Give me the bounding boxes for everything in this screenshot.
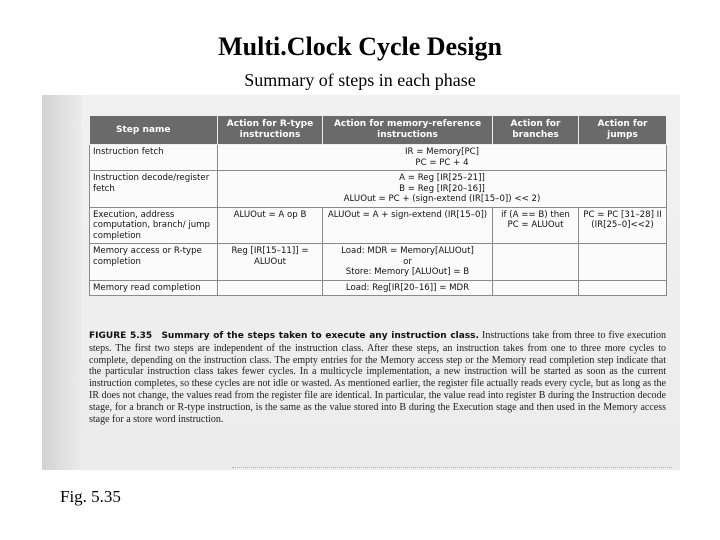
- memory-action-cell: ALUOut = A + sign-extend (IR[15–0]): [323, 207, 493, 244]
- memory-action-cell: Load: MDR = Memory[ALUOut] or Store: Memory [ALUOut] = B: [323, 244, 493, 281]
- step-name-cell: Execution, address computation, branch/ jump completion: [90, 207, 218, 244]
- scanned-figure: [42, 95, 680, 470]
- step-name-cell: Instruction fetch: [90, 145, 218, 171]
- figure-caption-body: Instructions take from three to five execution steps. The first two steps are independent of the instruction class. After these steps, an instruction takes from one to three more cycles to complete, depending on the instruction class. The empty entries for the Memory access step or the Memory read completion step indicate that the particular instruction class takes fewer cycles. In a multicycle implementation, a new instruction will be started as soon as the current instruction completes, so these cycles are not idle or wasted. As mentioned earlier, the register file actually reads every cycle, but as long as the IR does not change, the values read from the register file are identical. In particular, the value read into register B during the Instruction decode stage, for a branch or R-type instruction, is the same as the value stored into B during the Execution stage and then used in the Memory access stage for a store word instruction.: [89, 330, 667, 425]
- figure-reference: Fig. 5.35: [60, 487, 121, 506]
- table-header-row: [90, 116, 667, 145]
- table-row: [90, 207, 667, 244]
- scan-edge-shadow: [42, 95, 82, 470]
- slide-title: Multi.Clock Cycle Design: [218, 32, 502, 61]
- shared-action-cell: A = Reg [IR[25–21]] B = Reg [IR[20–16]] ALUOut = PC + (sign-extend (IR[15–0]) << 2): [218, 171, 667, 208]
- steps-table: [89, 115, 667, 296]
- jump-action-cell: PC = PC [31–28] II (IR[25–0]<<2): [579, 207, 667, 244]
- step-name-cell: Memory access or R-type completion: [90, 244, 218, 281]
- bleed-through-line: [232, 467, 672, 470]
- branch-action-cell: if (A == B) then PC = ALUOut: [493, 207, 579, 244]
- header-jumps: Action for jumps: [579, 116, 667, 145]
- memory-action-cell: Load: Reg[IR[20–16]] = MDR: [323, 280, 493, 296]
- jump-action-cell: [579, 280, 667, 296]
- rtype-action-cell: Reg [IR[15–11]] = ALUOut: [218, 244, 323, 281]
- jump-action-cell: [579, 244, 667, 281]
- shared-action-cell: IR = Memory[PC] PC = PC + 4: [218, 145, 667, 171]
- table-row: [90, 244, 667, 281]
- rtype-action-cell: [218, 280, 323, 296]
- header-memory-reference: Action for memory-reference instructions: [323, 116, 493, 145]
- branch-action-cell: [493, 244, 579, 281]
- step-name-cell: Memory read completion: [90, 280, 218, 296]
- step-name-cell: Instruction decode/register fetch: [90, 171, 218, 208]
- header-step-name: Step name: [90, 116, 218, 145]
- figure-label: FIGURE 5.35: [89, 331, 153, 341]
- table-row: [90, 145, 667, 171]
- branch-action-cell: [493, 280, 579, 296]
- table-row: [90, 171, 667, 208]
- table-row: [90, 280, 667, 296]
- rtype-action-cell: ALUOut = A op B: [218, 207, 323, 244]
- figure-title: Summary of the steps taken to execute any instruction class.: [161, 331, 479, 341]
- header-rtype: Action for R-type instructions: [218, 116, 323, 145]
- figure-caption: [89, 330, 666, 425]
- slide-subtitle: Summary of steps in each phase: [244, 70, 476, 90]
- header-branches: Action for branches: [493, 116, 579, 145]
